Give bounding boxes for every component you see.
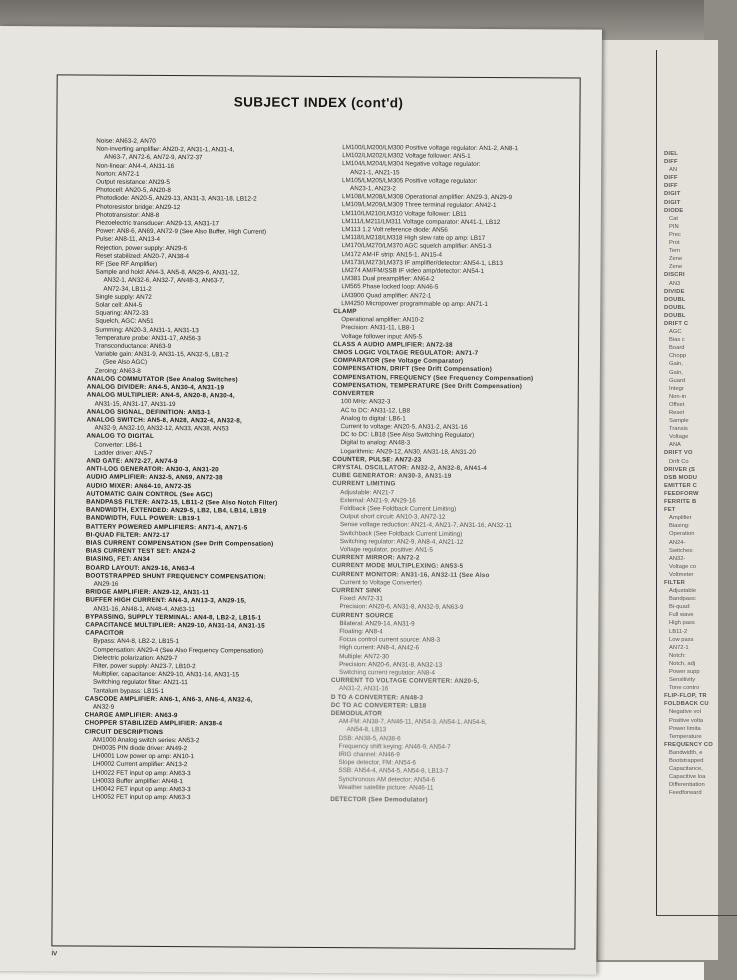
index-entry: Variable gain: AN31-9, AN31-15, AN32-5, LB1-2 bbox=[94, 350, 229, 359]
index-heading: BOARD LAYOUT: AN29-16, AN63-4 bbox=[85, 564, 195, 572]
index-entry: LM381 Dual preamplifier: AN64-2 bbox=[341, 275, 435, 283]
index-page bbox=[0, 26, 602, 975]
index-entry: Power: AN8-6, AN69, AN72-9 (See Also Buffer, High Current) bbox=[95, 227, 267, 236]
facing-index-heading: FOLDBACK CU bbox=[664, 701, 709, 708]
index-entry: LM111/LM211/LM311 Voltage comparator: AN41-1, LB12 bbox=[341, 217, 501, 226]
facing-index-entry: AN3 bbox=[669, 280, 681, 287]
index-entry: Squelch, AGC: AN51 bbox=[95, 318, 154, 326]
index-entry: LM173/LM273/LM373 IF amplifier/detector: AN54-1, LB13 bbox=[341, 258, 503, 267]
index-heading: ANALOG SWITCH: AN5-8, AN28, AN32-4, AN32-8, bbox=[86, 416, 242, 425]
index-heading: CURRENT LIMITING bbox=[332, 480, 396, 488]
index-entry: LH0002 Current amplifier: AN13-2 bbox=[92, 761, 188, 769]
index-entry: Norton: AN72-1 bbox=[96, 170, 140, 178]
index-entry: LM109/LM209/LM309 Three terminal regulator: AN42-1 bbox=[341, 201, 497, 210]
facing-index-entry: Zene bbox=[669, 264, 683, 271]
facing-index-entry: Bandpass: bbox=[669, 596, 697, 603]
facing-index-heading: DIGIT bbox=[664, 199, 681, 206]
index-entry: LM100/LM200/LM300 Positive voltage regulator: AN1-2, AN8-1 bbox=[342, 144, 519, 153]
facing-index-heading: FET bbox=[664, 507, 676, 514]
index-entry: Precision: AN20-6, AN31-8, AN32-13 bbox=[339, 660, 443, 669]
facing-index-entry: AGC bbox=[669, 329, 682, 336]
index-heading: COMPENSATION, DRIFT (See Drift Compensation) bbox=[332, 365, 493, 374]
facing-index-heading: FEEDFORW bbox=[664, 490, 699, 497]
index-heading: D TO A CONVERTER: AN48-3 bbox=[330, 693, 424, 702]
facing-index-heading: DIFF bbox=[664, 175, 678, 182]
facing-index-entry: AN72-1 bbox=[669, 644, 689, 651]
index-entry: Compensation: AN29-4 (See Also Frequency Compensation) bbox=[93, 646, 263, 655]
facing-index-entry: Differentiation bbox=[669, 782, 705, 789]
index-heading: COMPENSATION, TEMPERATURE (See Drift Compensation) bbox=[332, 381, 523, 391]
index-entry: AN21-1, AN21-15 bbox=[350, 168, 400, 177]
index-entry: Bilateral: AN29-14, AN31-9 bbox=[339, 619, 415, 628]
index-entry: DH0035 PIN diode driver: AN49-2 bbox=[92, 744, 188, 753]
index-heading: AND GATE: AN72-27, AN74-9 bbox=[86, 457, 178, 466]
index-entry: LM565 Phase locked loop: AN46-5 bbox=[341, 283, 439, 292]
facing-index-entry: Voltage co bbox=[669, 563, 697, 570]
index-entry: Digital to analog: AN48-3 bbox=[340, 439, 411, 447]
index-heading: DETECTOR (See Demodulator) bbox=[330, 796, 428, 804]
index-entry: LM108/LM208/LM308 Operational amplifier: AN29-3, AN29-9 bbox=[341, 193, 513, 202]
index-heading: CMOS LOGIC VOLTAGE REGULATOR: AN71-7 bbox=[332, 349, 479, 358]
index-entry: Focus control current source: AN8-3 bbox=[339, 636, 441, 644]
facing-index-entry: Cat bbox=[669, 215, 679, 222]
index-heading: CASCODE AMPLIFIER: AN6-1, AN6-3, AN6-4, AN32-6, bbox=[84, 695, 253, 704]
index-heading: BANDPASS FILTER: AN72-15, LB11-2 (See Also Notch Filter) bbox=[86, 498, 278, 507]
index-entry: LH0001 Low power op amp: AN10-1 bbox=[92, 752, 195, 761]
facing-index-heading: FERRITE B bbox=[664, 499, 697, 506]
facing-index-entry: AN24- bbox=[669, 539, 686, 546]
facing-index-entry: Tem bbox=[669, 248, 680, 255]
index-entry: Pulse: AN8-11, AN13-4 bbox=[95, 236, 161, 244]
index-heading: DEMODULATOR bbox=[330, 710, 383, 718]
index-entry: LM110/LM210/LM310 Voltage follower: LB11 bbox=[341, 209, 467, 218]
facing-index-entry: Non-in bbox=[669, 393, 687, 400]
index-entry: Switching regulator: AN2-9, AN8-4, AN21-12 bbox=[339, 537, 464, 546]
index-entry: LM172 AM-IF strip: AN15-1, AN15-4 bbox=[341, 250, 443, 259]
index-heading: ANALOG MULTIPLIER: AN4-5, AN20-8, AN30-4, bbox=[86, 391, 235, 400]
index-heading: CHOPPER STABILIZED AMPLIFIER: AN38-4 bbox=[84, 719, 223, 728]
index-entry: Dielectric polarization: AN29-7 bbox=[93, 654, 178, 662]
index-heading: BUFFER HIGH CURRENT: AN4-3, AN13-3, AN29-15, bbox=[85, 596, 247, 605]
index-entry: Rejection, power supply: AN29-6 bbox=[95, 244, 188, 252]
index-heading: CLASS A AUDIO AMPLIFIER: AN72-38 bbox=[333, 340, 453, 349]
index-entry: Temperature probe: AN31-17, AN56-3 bbox=[95, 334, 201, 343]
index-entry: Ladder driver: AN5-7 bbox=[94, 449, 153, 457]
index-entry: AN29-16 bbox=[93, 580, 119, 588]
facing-index-entry: Notch: bbox=[669, 652, 686, 659]
index-heading: AUTOMATIC GAIN CONTROL (See AGC) bbox=[86, 490, 213, 499]
index-entry: LH0033 Buffer amplifier: AN48-1 bbox=[92, 777, 183, 785]
facing-index-entry: Temperature bbox=[669, 733, 702, 740]
facing-index-entry: Negative vol bbox=[669, 709, 701, 716]
index-heading: BIAS CURRENT TEST SET: AN24-2 bbox=[85, 547, 196, 556]
index-heading: CURRENT MODE MULTIPLEXING: AN53-5 bbox=[331, 562, 464, 571]
index-entry: AN54-8, LB13 bbox=[346, 726, 387, 734]
facing-page bbox=[598, 40, 718, 960]
index-entry: Output resistance: AN29-5 bbox=[96, 178, 170, 187]
facing-index-entry: Gain, bbox=[669, 369, 683, 376]
index-entry: Analog to digital: LB6-1 bbox=[340, 414, 406, 423]
index-heading: ANALOG SIGNAL, DEFINITION: AN53-1 bbox=[86, 408, 211, 416]
index-heading: AUDIO AMPLIFIER: AN32-5, AN69, AN72-38 bbox=[86, 473, 223, 482]
index-entry: Slope detector, FM: AN54-6 bbox=[338, 759, 416, 767]
index-entry: Zeroing: AN63-8 bbox=[94, 367, 141, 375]
index-entry: AM1000 Analog switch series: AN53-2 bbox=[92, 736, 200, 745]
index-heading: BANDWIDTH, FULL POWER: LB19-1 bbox=[85, 514, 201, 523]
facing-index-entry: PIN bbox=[669, 223, 679, 230]
index-heading: CURRENT MONITOR: AN31-16, AN32-11 (See Also bbox=[331, 570, 490, 579]
index-entry: AC to DC: AN31-12, LB8 bbox=[340, 406, 410, 415]
facing-index-entry: Amplifier bbox=[669, 515, 692, 522]
index-heading: ANALOG DIVIDER: AN4-5, AN30-4, AN31-19 bbox=[86, 383, 225, 392]
facing-index-heading: DOUBL bbox=[664, 312, 686, 319]
index-entry: Piezoelectric transducer: AN29-13, AN31-17 bbox=[95, 219, 220, 228]
page-number: iv bbox=[51, 948, 58, 958]
facing-index-entry: Capacitance, bbox=[669, 766, 703, 773]
facing-index-heading: DIFF bbox=[664, 183, 678, 190]
facing-index-entry: Bandwidth, e bbox=[669, 749, 703, 756]
index-entry: AN31-16, AN48-1, AN48-4, AN63-11 bbox=[93, 605, 195, 613]
facing-index-entry: Guard bbox=[669, 377, 686, 384]
index-heading: BYPASSING, SUPPLY TERMINAL: AN4-8, LB2-2, LB15-1 bbox=[85, 613, 262, 622]
facing-index-entry: Operation bbox=[669, 531, 695, 538]
facing-index-heading: DOUBL bbox=[664, 296, 686, 303]
index-entry: LH0042 FET input op amp: AN63-3 bbox=[92, 785, 191, 794]
index-entry: AN31-2, AN31-16 bbox=[338, 685, 389, 693]
index-entry: LM113 1.2 Volt reference diode: AN56 bbox=[341, 226, 448, 234]
index-entry: 100 MHz: AN32-3 bbox=[340, 398, 391, 406]
facing-index-entry: Feedforward bbox=[669, 790, 702, 797]
index-entry: Phototransistor: AN8-8 bbox=[95, 211, 160, 219]
facing-index-entry: Bi-quad: bbox=[669, 604, 691, 611]
index-column-left bbox=[84, 138, 333, 804]
facing-page-column bbox=[664, 150, 713, 798]
index-entry: Summing: AN20-3, AN31-1, AN31-13 bbox=[95, 326, 199, 334]
facing-index-entry: Prec bbox=[669, 231, 681, 238]
facing-index-entry: Sensitivity bbox=[669, 677, 696, 684]
facing-index-entry: Board bbox=[669, 345, 685, 352]
index-entry: AM-FM: AN38-7, AN46-11, AN54-3, AN54-1, AN54-6, bbox=[338, 718, 487, 727]
index-entry: Multiple: AN72-30 bbox=[339, 652, 389, 660]
index-heading: CLAMP bbox=[333, 308, 357, 316]
index-heading: ANALOG TO DIGITAL bbox=[86, 432, 155, 441]
index-entry: Switching regulator filter: AN21-11 bbox=[92, 678, 188, 687]
facing-index-entry: Zene bbox=[669, 256, 683, 263]
index-entry: Fixed: AN72-31 bbox=[339, 595, 383, 603]
index-entry: AN72-34, LB11-2 bbox=[103, 285, 152, 293]
facing-index-heading: DIFF bbox=[664, 159, 678, 166]
index-entry: Converter: LB6-1 bbox=[94, 441, 143, 449]
index-entry: LM118/LM218/LM318 High slew rate op amp: LB17 bbox=[341, 234, 486, 243]
index-entry: Switching current regulator: AN8-4 bbox=[339, 669, 435, 677]
facing-index-entry: Sample bbox=[669, 418, 689, 425]
index-entry: Noise: AN63-2, AN70 bbox=[96, 137, 156, 145]
index-entry: LM4250 Micropower programmable op amp: AN71-1 bbox=[341, 299, 488, 308]
index-entry: Operational amplifier: AN10-2 bbox=[341, 316, 424, 324]
facing-index-entry: AN32- bbox=[669, 555, 686, 562]
facing-index-entry: Low pass bbox=[669, 636, 694, 643]
facing-index-heading: DRIFT VO bbox=[664, 450, 693, 457]
index-entry: AN32-9 bbox=[92, 703, 115, 711]
facing-index-entry: Offset bbox=[669, 401, 685, 408]
facing-index-entry: High pass bbox=[669, 620, 695, 627]
facing-index-entry: Reset bbox=[669, 410, 685, 416]
index-heading: BANDWIDTH, EXTENDED: AN29-5, LB2, LB4, LB14, LB19 bbox=[86, 506, 267, 515]
facing-index-heading: DOUBL bbox=[664, 304, 686, 311]
index-heading: ANALOG COMMUTATOR (See Analog Switches) bbox=[86, 375, 238, 384]
index-entry: DC to DC: LB18 (See Also Switching Regulator) bbox=[340, 431, 475, 440]
index-heading: COMPARATOR (See Voltage Comparator) bbox=[332, 357, 464, 366]
index-entry: Transconductance: AN63-9 bbox=[95, 342, 172, 351]
facing-index-heading: DIVIDE bbox=[664, 288, 685, 295]
index-entry: Bypass: AN4-8, LB2-2, LB15-1 bbox=[93, 637, 180, 646]
index-entry: IRIG channel: AN46-9 bbox=[338, 751, 400, 759]
index-entry: Frequency shift keying: AN46-9, AN54-7 bbox=[338, 742, 451, 751]
index-entry: DSB: AN38-5, AN38-6 bbox=[338, 734, 401, 743]
facing-index-entry: LB11-2 bbox=[669, 628, 688, 635]
facing-index-entry: Bootstrapped bbox=[669, 758, 704, 765]
index-entry: LH0052 FET input op amp: AN63-3 bbox=[92, 793, 191, 802]
index-entry: LM274 AM/FM/SSB IF video amp/detector: AN54-1 bbox=[341, 267, 484, 276]
index-entry: Current to voltage: AN20-5, AN31-2, AN31-16 bbox=[340, 422, 468, 431]
index-entry: Foldback (See Foldback Current Limiting) bbox=[340, 505, 457, 513]
facing-index-entry: Capacitive loa bbox=[669, 774, 706, 781]
index-entry: Current to Voltage Converter) bbox=[339, 578, 422, 587]
index-entry: Solar cell: AN4-5 bbox=[95, 301, 143, 309]
index-entry: AN23-1, AN23-2 bbox=[349, 185, 396, 193]
facing-index-heading: DIODE bbox=[664, 207, 684, 214]
index-entry: LM170/LM270/LM370 AGC squelch amplifier: AN51-3 bbox=[341, 242, 492, 251]
facing-index-entry: Full wave bbox=[669, 612, 694, 619]
index-entry: High current: AN8-4, AN42-6 bbox=[339, 644, 420, 652]
facing-index-entry: Tone contro bbox=[669, 685, 700, 692]
facing-index-heading: DSB MODU bbox=[664, 474, 698, 481]
index-entry: Photoresistor bridge: AN29-12 bbox=[95, 203, 181, 211]
index-entry: SSB: AN54-4, AN54-5, AN54-8, LB13-7 bbox=[338, 767, 449, 776]
index-heading: BIAS CURRENT COMPENSATION (See Drift Compensation) bbox=[85, 539, 274, 548]
index-entry: Adjustable: AN21-7 bbox=[340, 488, 395, 496]
index-heading: DC TO AC CONVERTER: LB18 bbox=[330, 701, 427, 710]
facing-index-entry: Bias c bbox=[669, 337, 685, 344]
index-entry: LM3900 Quad amplifier: AN72-1 bbox=[341, 291, 432, 300]
index-heading: CUBE GENERATOR: AN30-3, AN31-19 bbox=[332, 472, 452, 480]
index-entry: Logarithmic: AN29-12, AN30, AN31-18, AN31-20 bbox=[340, 447, 476, 456]
facing-index-heading: FLIP-FLOP, TR bbox=[664, 693, 707, 700]
index-heading: CURRENT TO VOLTAGE CONVERTER: AN20-5, bbox=[330, 677, 480, 686]
facing-index-entry: Prot bbox=[669, 240, 680, 247]
facing-index-heading: FILTER bbox=[664, 579, 686, 586]
index-heading: ANTI-LOG GENERATOR: AN30-3, AN31-20 bbox=[86, 465, 219, 474]
index-heading: COUNTER, PULSE: AN72-23 bbox=[332, 455, 422, 464]
index-column-right bbox=[330, 144, 579, 806]
index-entry: Switchback (See Foldback Current Limiting) bbox=[339, 529, 463, 538]
index-entry: Single supply: AN72 bbox=[95, 293, 152, 301]
index-entry: LH0022 FET input op amp: AN63-3 bbox=[92, 769, 191, 777]
index-entry: External: AN21-9, AN29-16 bbox=[340, 496, 416, 505]
index-entry: RF (See RF Amplifier) bbox=[95, 260, 158, 269]
index-entry: Output short circuit: AN10-3, AN72-12 bbox=[339, 513, 446, 521]
index-heading: BI-QUAD FILTER: AN72-17 bbox=[85, 531, 170, 539]
index-entry: Multiplier, capacitance: AN29-10, AN31-14, AN31-15 bbox=[93, 670, 240, 679]
facing-index-entry: Power limita bbox=[669, 725, 701, 732]
index-entry: AN32-9, AN32-10, AN32-12, AN33, AN38, AN53 bbox=[94, 424, 229, 433]
facing-index-entry: AN bbox=[669, 167, 678, 174]
index-heading: CONVERTER bbox=[332, 390, 375, 398]
facing-index-entry: Biasing: bbox=[669, 523, 690, 530]
index-entry: Sample and hold: AN4-3, AN5-8, AN29-6, AN31-12, bbox=[95, 268, 240, 277]
facing-index-entry: Positive volta bbox=[669, 717, 704, 724]
index-heading: CAPACITANCE MULTIPLIER: AN29-10, AN31-14, AN31-15 bbox=[85, 621, 265, 630]
facing-index-entry: Voltmeter bbox=[669, 571, 694, 578]
page-title: SUBJECT INDEX (cont'd) bbox=[233, 94, 404, 111]
index-heading: CAPACITOR bbox=[85, 629, 124, 637]
index-heading: CURRENT SOURCE bbox=[331, 611, 394, 619]
index-entry: Sense voltage reduction: AN21-4, AN21-7, AN31-16, AN32-11 bbox=[339, 521, 513, 530]
index-heading: BRIDGE AMPLIFIER: AN29-12, AN31-11 bbox=[85, 588, 210, 597]
index-entry: Voltage follower input: AN5-5 bbox=[341, 332, 423, 341]
index-entry: Reset stabilized: AN20-7, AN38-4 bbox=[95, 252, 190, 261]
facing-index-entry: Switches: bbox=[669, 547, 694, 554]
facing-index-entry: Power supp bbox=[669, 669, 700, 675]
index-heading: CIRCUIT DESCRIPTIONS bbox=[84, 728, 164, 736]
index-entry: Non-inverting amplifier: AN20-2, AN31-1, AN31-4, bbox=[96, 145, 235, 154]
index-heading: CRYSTAL OSCILLATOR: AN32-2, AN32-8, AN41-4 bbox=[332, 463, 487, 472]
index-entry: AN32-1, AN32-6, AN32-7, AN48-3, AN63-7, bbox=[103, 277, 225, 285]
index-entry: Photodiode: AN20-5, AN29-13, AN31-3, AN31-18, LB12-2 bbox=[95, 195, 257, 203]
facing-index-entry: ANA bbox=[669, 442, 681, 449]
index-heading: CURRENT MIRROR: AN72-2 bbox=[331, 554, 420, 562]
facing-index-entry: Drift Co bbox=[669, 458, 689, 465]
facing-index-heading: DIEL bbox=[664, 151, 679, 157]
index-heading: CHARGE AMPLIFIER: AN63-9 bbox=[84, 711, 178, 720]
index-heading: BOOTSTRAPPED SHUNT FREQUENCY COMPENSATION: bbox=[85, 572, 266, 581]
index-heading: BIASING, FET: AN34 bbox=[85, 555, 151, 564]
index-entry: LM104/LM204/LM304 Negative voltage regulator: bbox=[342, 160, 481, 169]
index-entry: Precision: AN31-11, LB8-1 bbox=[341, 324, 415, 333]
facing-index-entry: Adjustable bbox=[669, 588, 697, 595]
index-entry: Precision: AN20-6, AN31-8, AN32-9, AN63-9 bbox=[339, 603, 464, 612]
facing-index-entry: Gain, bbox=[669, 361, 683, 368]
facing-index-entry: Voltage bbox=[669, 434, 689, 441]
index-entry: Synchronous AM detector: AN54-6 bbox=[338, 775, 436, 784]
index-entry: Tantalum bypass: LB15-1 bbox=[92, 687, 165, 695]
facing-index-entry: Notch, adj bbox=[669, 660, 696, 667]
index-heading: BATTERY POWERED AMPLIFIERS: AN71-4, AN71-5 bbox=[85, 523, 248, 532]
index-entry: Photocell: AN20-5, AN20-8 bbox=[95, 186, 171, 195]
facing-index-heading: DRIFT C bbox=[664, 320, 689, 327]
facing-index-heading: DRIVER (S bbox=[664, 466, 696, 473]
facing-index-entry: Integr bbox=[669, 385, 684, 392]
index-entry: AN63-7, AN72-6, AN72-9, AN72-37 bbox=[104, 154, 203, 162]
page-frame bbox=[51, 74, 580, 949]
index-entry: Squaring: AN72-33 bbox=[95, 309, 149, 318]
index-entry: Floating: AN8-4 bbox=[339, 628, 383, 636]
facing-index-entry: Chopp bbox=[669, 353, 687, 360]
index-heading: CURRENT SINK bbox=[331, 587, 382, 595]
index-entry: AN31-15, AN31-17, AN31-19 bbox=[94, 400, 176, 408]
index-entry: Filter, power supply: AN23-7, LB10-2 bbox=[93, 662, 196, 671]
index-entry: LM105/LM205/LM305 Positive voltage regulator: bbox=[342, 176, 478, 185]
facing-index-heading: EMITTER C bbox=[664, 482, 698, 489]
index-entry: LM102/LM202/LM302 Voltage follower: AN5-1 bbox=[342, 152, 471, 161]
index-heading: COMPENSATION, FREQUENCY (See Frequency Compensation) bbox=[332, 373, 534, 382]
facing-index-heading: DISCRI bbox=[664, 272, 685, 279]
facing-index-heading: FREQUENCY CO bbox=[664, 741, 713, 748]
index-heading: AUDIO MIXER: AN64-10, AN72-35 bbox=[86, 482, 192, 490]
index-entry: Non-linear: AN4-4, AN31-16 bbox=[96, 162, 175, 170]
index-entry: Weather satellite picture: AN46-11 bbox=[338, 783, 434, 792]
facing-index-entry: Transis bbox=[669, 426, 688, 433]
index-entry: (See Also AGC) bbox=[102, 359, 148, 367]
index-entry: Voltage regulator, positive: AN1-5 bbox=[339, 546, 433, 554]
facing-index-heading: DIGIT bbox=[664, 191, 681, 198]
